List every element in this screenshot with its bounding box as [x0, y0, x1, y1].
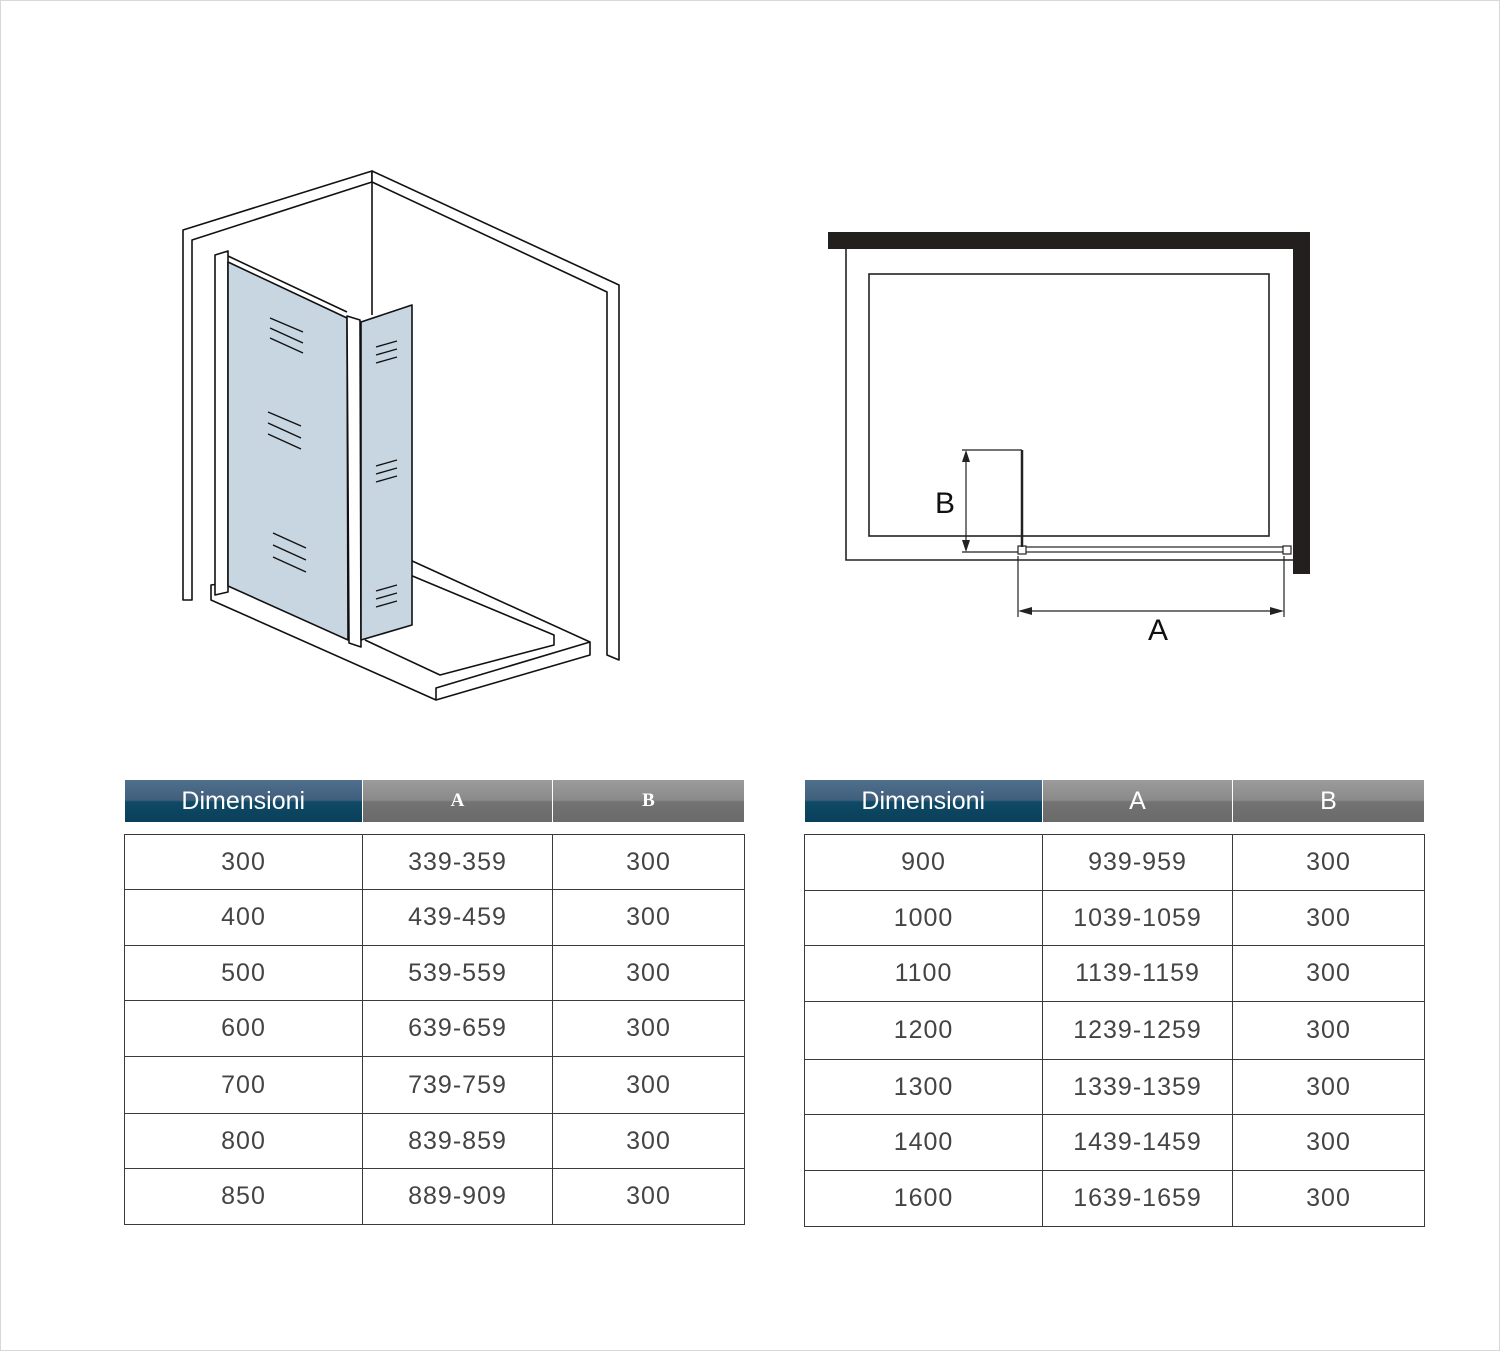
- isometric-shower-drawing: [183, 171, 619, 700]
- cell-dimension: 1600: [805, 1171, 1043, 1227]
- header-b: B: [553, 780, 745, 822]
- cell-b: 300: [1233, 835, 1425, 891]
- glass-post: [347, 316, 361, 647]
- plan-wall: [828, 232, 1310, 574]
- cell-a: 1239-1259: [1043, 1002, 1233, 1060]
- plan-tray-inner: [869, 274, 1269, 536]
- cell-b: 300: [1233, 1115, 1425, 1171]
- cell-b: 300: [1233, 1060, 1425, 1115]
- cell-dimension: 900: [805, 835, 1043, 891]
- plan-glass-line: [1022, 547, 1287, 552]
- cell-b: 300: [1233, 1002, 1425, 1060]
- table-row: [805, 891, 1425, 946]
- dimensions-table-left: [124, 780, 745, 1225]
- cell-a: 1039-1059: [1043, 891, 1233, 946]
- cell-a: 1439-1459: [1043, 1115, 1233, 1171]
- main-glass-panel: [228, 262, 348, 640]
- wall-profile: [215, 251, 228, 595]
- cell-a: 1339-1359: [1043, 1060, 1233, 1115]
- table-row: [125, 890, 745, 946]
- cell-dimension: 1400: [805, 1115, 1043, 1171]
- table-row: [125, 946, 745, 1001]
- table-row: [805, 835, 1425, 891]
- cell-dimension: 800: [125, 1114, 363, 1169]
- cell-a: 539-559: [363, 946, 553, 1001]
- cell-a: 839-859: [363, 1114, 553, 1169]
- cell-dimension: 1200: [805, 1002, 1043, 1060]
- dimensions-table-right: [804, 780, 1425, 1227]
- cell-b: 300: [1233, 891, 1425, 946]
- cell-dimension: 850: [125, 1169, 363, 1225]
- cell-b: 300: [553, 835, 745, 890]
- cell-a: 339-359: [363, 835, 553, 890]
- cell-dimension: 1000: [805, 891, 1043, 946]
- cell-dimension: 300: [125, 835, 363, 890]
- table-row: [125, 1169, 745, 1225]
- cell-b: 300: [1233, 1171, 1425, 1227]
- cell-b: 300: [553, 1169, 745, 1225]
- header-dimensioni: Dimensioni: [125, 780, 363, 822]
- cell-b: 300: [1233, 946, 1425, 1002]
- plan-view-drawing: [828, 232, 1310, 647]
- cell-a: 439-459: [363, 890, 553, 946]
- cell-dimension: 1100: [805, 946, 1043, 1002]
- header-dimensioni: Dimensioni: [805, 780, 1043, 822]
- table-row: [805, 1171, 1425, 1227]
- header-a: A: [363, 780, 553, 822]
- cell-a: 639-659: [363, 1001, 553, 1057]
- table-row: [125, 1001, 745, 1057]
- cell-a: 889-909: [363, 1169, 553, 1225]
- cell-dimension: 700: [125, 1057, 363, 1114]
- table-row: [805, 1115, 1425, 1171]
- cell-b: 300: [553, 1114, 745, 1169]
- dimension-a-label: A: [1148, 614, 1169, 647]
- cell-b: 300: [553, 1001, 745, 1057]
- cell-b: 300: [553, 1057, 745, 1114]
- table-row: [805, 1002, 1425, 1060]
- table-row: [125, 1057, 745, 1114]
- cell-dimension: 1300: [805, 1060, 1043, 1115]
- cell-dimension: 600: [125, 1001, 363, 1057]
- cell-b: 300: [553, 946, 745, 1001]
- cell-b: 300: [553, 890, 745, 946]
- table-header-row: [805, 780, 1425, 822]
- table-row: [125, 835, 745, 890]
- header-b: B: [1233, 780, 1425, 822]
- dimension-b-label: B: [935, 487, 956, 520]
- cell-a: 1139-1159: [1043, 946, 1233, 1002]
- cell-a: 1639-1659: [1043, 1171, 1233, 1227]
- cell-a: 939-959: [1043, 835, 1233, 891]
- cell-dimension: 400: [125, 890, 363, 946]
- table-row: [805, 946, 1425, 1002]
- cell-a: 739-759: [363, 1057, 553, 1114]
- table-row: [805, 1060, 1425, 1115]
- cell-dimension: 500: [125, 946, 363, 1001]
- table-row: [125, 1114, 745, 1169]
- table-header-row: [125, 780, 745, 822]
- return-glass-panel: [361, 305, 412, 640]
- header-a: A: [1043, 780, 1233, 822]
